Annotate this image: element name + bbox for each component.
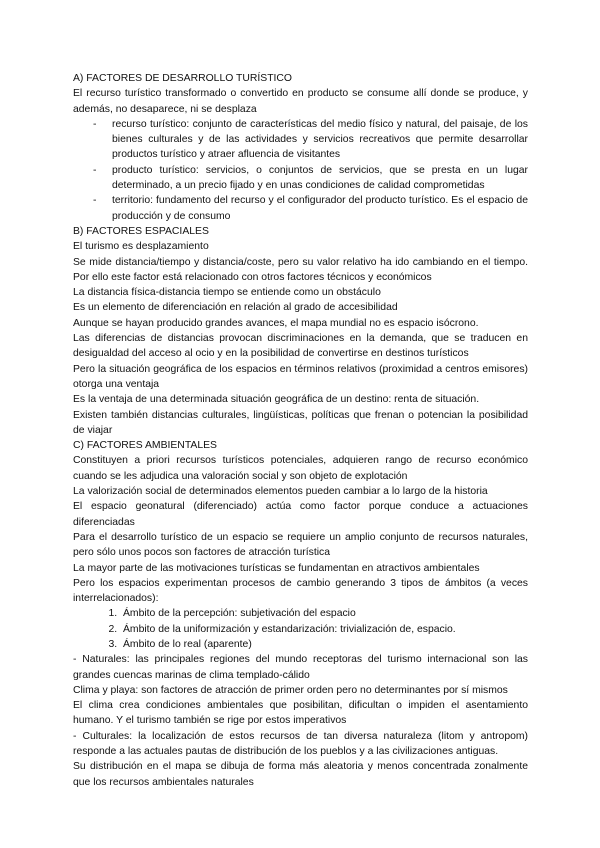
paragraph: Pero los espacios experimentan procesos de cambio generando 3 tipos de ámbitos (a veces interrelacionados): <box>73 577 528 605</box>
paragraph: Se mide distancia/tiempo y distancia/coste, pero su valor relativo ha ido cambiando en el tiempo. Por ello este factor está relacionado con otros factores técnicos y económicos <box>73 256 528 283</box>
bullet-recurso-turistico: - recurso turístico: conjunto de características del medio físico y natural, del paisaje, de los bienes culturales y de las actividades y servicios recreativos que permite desarrollar productos turístico y atraer afluencia de visitantes <box>93 117 528 163</box>
section-b-title: B) FACTORES ESPACIALES <box>73 225 209 237</box>
bullet-territorio: - territorio: fundamento del recurso y el configurador del producto turístico. Es el espacio de producción y de consumo <box>93 193 528 224</box>
paragraph: Las diferencias de distancias provocan discriminaciones en la demanda, que se traducen en desigualdad del acceso al ocio y en la posibilidad de convertirse en destinos turísticos <box>73 333 528 360</box>
paragraph: Su distribución en el mapa se dibuja de forma más aleatoria y menos concentrada zonalmente que los recursos ambientales naturales <box>73 761 528 788</box>
paragraph: - Culturales: la localización de estos recursos de tan diversa naturaleza (litom y antropom) responde a las actuales pautas de distribución de los pueblos y a las civilizaciones antiguas. <box>73 730 528 758</box>
paragraph: Existen también distancias culturales, lingüísticas, políticas que frenan o potencian la posibilidad de viajar <box>73 409 528 436</box>
paragraph: La valorización social de determinados elementos pueden cambiar a lo largo de la historia <box>73 486 488 498</box>
section-a-bullet-list <box>73 117 528 224</box>
paragraph: Clima y playa: son factores de atracción de primer orden pero no determinantes por sí mismos <box>73 684 508 696</box>
list-item: 1. Ámbito de la percepción: subjetivación del espacio <box>120 606 528 621</box>
paragraph: El turismo es desplazamiento <box>73 241 209 253</box>
paragraph: Es la ventaja de una determinada situación geográfica de un destino: renta de situación. <box>73 394 480 406</box>
section-a-title: A) FACTORES DE DESARROLLO TURÍSTICO <box>73 73 293 84</box>
paragraph: La mayor parte de las motivaciones turísticas se fundamentan en atractivos ambientales <box>73 562 480 574</box>
section-c-title: C) FACTORES AMBIENTALES <box>73 440 217 452</box>
paragraph: Pero la situación geográfica de los espacios en términos relativos (proximidad a centros emisores) otorga una ventaja <box>73 363 528 390</box>
paragraph: El espacio geonatural (diferenciado) actúa como factor porque conduce a actuaciones diferenciadas <box>73 501 528 528</box>
bullet-producto-turistico: - producto turístico: servicios, o conjuntos de servicios, que se presta en un lugar determinado, a un precio fijado y en unas condiciones de calidad comprometidas <box>93 163 528 194</box>
paragraph: El clima crea condiciones ambientales que posibilitan, dificultan o impiden el asentamiento humano. Y el turismo también se rige por estos imperativos <box>73 700 528 727</box>
paragraph: La distancia física-distancia tiempo se entiende como un obstáculo <box>73 287 381 299</box>
paragraph: - Naturales: las principales regiones del mundo receptoras del turismo internacional son las grandes cuencas marinas de clima templado-cálido <box>73 654 528 681</box>
paragraph: Aunque se hayan producido grandes avances, el mapa mundial no es espacio isócrono. <box>73 317 479 329</box>
paragraph: Para el desarrollo turístico de un espacio se requiere un amplio conjunto de recursos naturales, pero sólo unos pocos son factores de atracción turística <box>73 531 528 559</box>
section-a-intro: El recurso turístico transformado o convertido en producto se consume allí donde se produce, y además, no desaparece, ni se desplaza <box>73 88 528 115</box>
paragraph: Es un elemento de diferenciación en relación al grado de accesibilidad <box>73 302 398 314</box>
ambitos-numbered-list <box>73 606 528 652</box>
document-body <box>73 71 528 790</box>
list-item: 3. Ámbito de lo real (aparente) <box>120 637 528 652</box>
list-item: 2. Ámbito de la uniformización y estandarización: trivialización de, espacio. <box>120 622 528 637</box>
paragraph: Constituyen a priori recursos turísticos potenciales, adquieren rango de recurso económico cuando se les adjudica una valoración social y son objeto de explotación <box>73 455 528 482</box>
